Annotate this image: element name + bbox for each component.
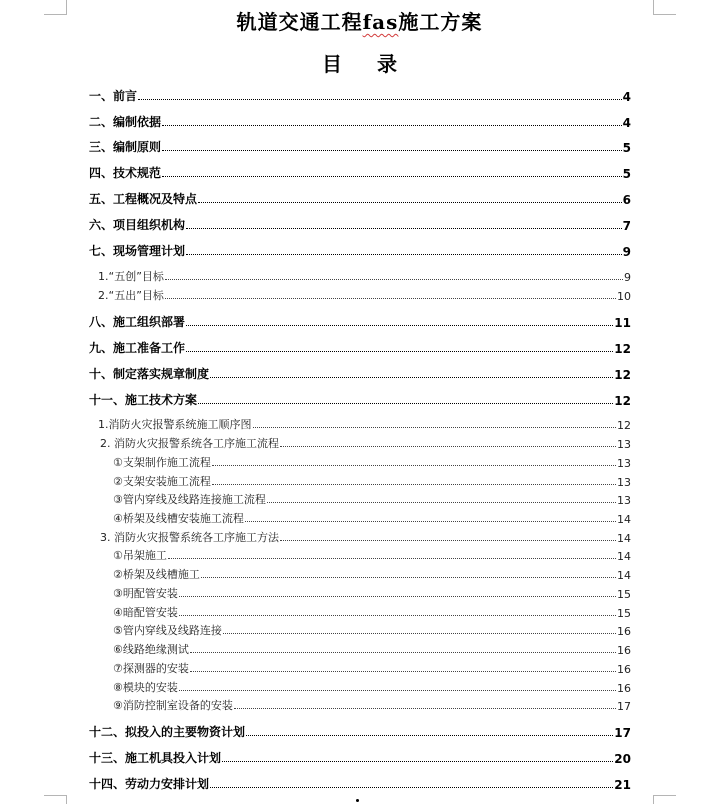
toc-page-number: 5 [622, 167, 631, 181]
toc-entry[interactable] [89, 241, 631, 259]
toc-entry[interactable] [100, 433, 631, 451]
toc-page-number: 13 [617, 476, 631, 489]
toc-entry-label: 九、施工准备工作 [89, 341, 186, 355]
toc-entry[interactable] [113, 620, 631, 638]
toc-page-number: 10 [617, 290, 631, 303]
toc-entry[interactable] [113, 677, 631, 695]
toc-entry-label: 十、制定落实规章制度 [89, 367, 210, 381]
toc-dot-leader [212, 465, 616, 466]
toc-entry-label: ⑤管内穿线及线路连接 [113, 624, 222, 637]
margin-corner-mark [44, 795, 67, 804]
toc-page-number: 9 [622, 245, 631, 259]
toc-dot-leader [246, 735, 613, 736]
toc-entry-label: 八、施工组织部署 [89, 315, 186, 329]
toc-dot-leader [165, 298, 616, 299]
toc-entry[interactable] [113, 508, 631, 526]
toc-page-number: 14 [617, 532, 631, 545]
toc-page-number: 17 [617, 700, 631, 713]
toc-entry[interactable] [113, 602, 631, 620]
title-latin: fas [362, 10, 399, 34]
toc-entry-label: ④桥架及线槽安装施工流程 [113, 512, 244, 525]
toc-dot-leader [186, 325, 613, 326]
toc-entry-label: ④暗配管安装 [113, 606, 178, 619]
toc-dot-leader [222, 761, 613, 762]
toc-page-number: 13 [617, 438, 631, 451]
toc-entry[interactable] [100, 527, 631, 545]
toc-dot-leader [162, 125, 622, 126]
toc-dot-leader [210, 377, 613, 378]
toc-entry-label: 四、技术规范 [89, 166, 162, 180]
toc-dot-leader [162, 150, 622, 151]
toc-dot-leader [186, 254, 622, 255]
toc-entry-label: ③管内穿线及线路连接施工流程 [113, 493, 266, 506]
toc-entry[interactable] [113, 564, 631, 582]
toc-entry[interactable] [98, 285, 631, 303]
toc-heading: 目 录 [322, 52, 411, 76]
toc-entry[interactable] [113, 583, 631, 601]
toc-entry[interactable] [113, 695, 631, 713]
toc-entry-label: 五、工程概况及特点 [89, 192, 198, 206]
toc-entry-label: 2.“五出”目标 [98, 289, 164, 302]
toc-page-number: 9 [624, 271, 631, 284]
toc-entry[interactable] [89, 86, 631, 104]
toc-dot-leader [162, 176, 622, 177]
title-tail: 施工方案 [398, 10, 483, 34]
toc-entry[interactable] [113, 489, 631, 507]
toc-entry-label: 十三、施工机具投入计划 [89, 751, 222, 765]
toc-entry-label: ②桥架及线槽施工 [113, 568, 200, 581]
toc-dot-leader [198, 202, 622, 203]
toc-entry-label: 2. 消防火灾报警系统各工序施工流程 [100, 437, 279, 450]
toc-entry-label: ③明配管安装 [113, 587, 178, 600]
toc-dot-leader [198, 403, 613, 404]
toc-page-number: 21 [614, 778, 631, 792]
toc-page-number: 16 [617, 625, 631, 638]
toc-page-number: 14 [617, 513, 631, 526]
toc-page-number: 16 [617, 682, 631, 695]
toc-page-number: 17 [614, 726, 631, 740]
toc-page-number: 6 [622, 193, 631, 207]
toc-page-number: 5 [622, 141, 631, 155]
page-footer-dot [356, 799, 359, 802]
toc-entry-label: ①吊架施工 [113, 549, 167, 562]
toc-entry-label: ⑥线路绝缘测试 [113, 643, 189, 656]
toc-entry[interactable] [89, 215, 631, 233]
toc-dot-leader [179, 615, 616, 616]
toc-page-number: 14 [617, 569, 631, 582]
toc-page-number: 12 [614, 368, 631, 382]
toc-entry[interactable] [89, 774, 631, 792]
toc-page-number: 4 [622, 116, 631, 130]
toc-dot-leader [210, 787, 613, 788]
toc-entry-label: 一、前言 [89, 89, 138, 103]
toc-dot-leader [190, 671, 616, 672]
toc-page-number: 16 [617, 644, 631, 657]
toc-dot-leader [186, 351, 613, 352]
toc-entry[interactable] [89, 137, 631, 155]
toc-dot-leader [186, 228, 622, 229]
toc-entry-label: 七、现场管理计划 [89, 244, 186, 258]
toc-dot-leader [201, 577, 616, 578]
toc-entry[interactable] [89, 163, 631, 181]
toc-dot-leader [267, 502, 616, 503]
toc-entry-label: 1.“五创”目标 [98, 270, 164, 283]
toc-page-number: 13 [617, 494, 631, 507]
toc-dot-leader [253, 427, 617, 428]
toc-entry[interactable] [113, 452, 631, 470]
toc-page-number: 12 [614, 394, 631, 408]
toc-entry[interactable] [98, 414, 631, 432]
toc-dot-leader [280, 540, 616, 541]
toc-entry-label: 六、项目组织机构 [89, 218, 186, 232]
toc-entry[interactable] [89, 748, 631, 766]
toc-entry[interactable] [113, 658, 631, 676]
toc-dot-leader [234, 708, 616, 709]
toc-entry[interactable] [89, 722, 631, 740]
toc-entry-label: 3. 消防火灾报警系统各工序施工方法 [100, 531, 279, 544]
toc-entry-label: 三、编制原则 [89, 140, 162, 154]
toc-page-number: 20 [614, 752, 631, 766]
toc-entry[interactable] [89, 338, 631, 356]
toc-page-number: 11 [614, 316, 631, 330]
toc-page-number: 13 [617, 457, 631, 470]
toc-dot-leader [179, 690, 616, 691]
toc-entry-label: ⑨消防控制室设备的安装 [113, 699, 233, 712]
toc-page-number: 7 [622, 219, 631, 233]
toc-entry[interactable] [89, 312, 631, 330]
toc-entry[interactable] [113, 545, 631, 563]
document-title [0, 6, 719, 35]
toc-page-number: 4 [622, 90, 631, 104]
title-main: 轨道交通工程 [236, 10, 363, 34]
toc-entry-label: 二、编制依据 [89, 115, 162, 129]
toc-dot-leader [138, 99, 622, 100]
toc-entry[interactable] [113, 471, 631, 489]
toc-entry[interactable] [98, 266, 631, 284]
margin-corner-mark [653, 795, 676, 804]
toc-entry[interactable] [89, 112, 631, 130]
toc-dot-leader [280, 446, 616, 447]
toc-entry[interactable] [89, 390, 631, 408]
toc-dot-leader [179, 596, 616, 597]
toc-entry[interactable] [89, 189, 631, 207]
toc-dot-leader [212, 484, 616, 485]
toc-dot-leader [168, 558, 616, 559]
toc-entry[interactable] [113, 639, 631, 657]
toc-entry-label: ⑦探测器的安装 [113, 662, 189, 675]
toc-entry[interactable] [89, 364, 631, 382]
toc-dot-leader [245, 521, 616, 522]
toc-page-number: 12 [614, 342, 631, 356]
toc-page-number: 14 [617, 550, 631, 563]
toc-page-number: 15 [617, 588, 631, 601]
toc-page-number: 12 [617, 419, 631, 432]
toc-entry-label: ②支架安装施工流程 [113, 475, 211, 488]
toc-page-number: 16 [617, 663, 631, 676]
toc-page-number: 15 [617, 607, 631, 620]
toc-entry-label: ①支架制作施工流程 [113, 456, 211, 469]
toc-dot-leader [165, 279, 623, 280]
toc-entry-label: 十一、施工技术方案 [89, 393, 198, 407]
toc-entry-label: 1.消防火灾报警系统施工顺序图 [98, 418, 252, 431]
toc-entry-label: ⑧模块的安装 [113, 681, 178, 694]
toc-entry-label: 十二、拟投入的主要物资计划 [89, 725, 246, 739]
toc-dot-leader [223, 633, 616, 634]
toc-entry-label: 十四、劳动力安排计划 [89, 777, 210, 791]
toc-dot-leader [190, 652, 616, 653]
